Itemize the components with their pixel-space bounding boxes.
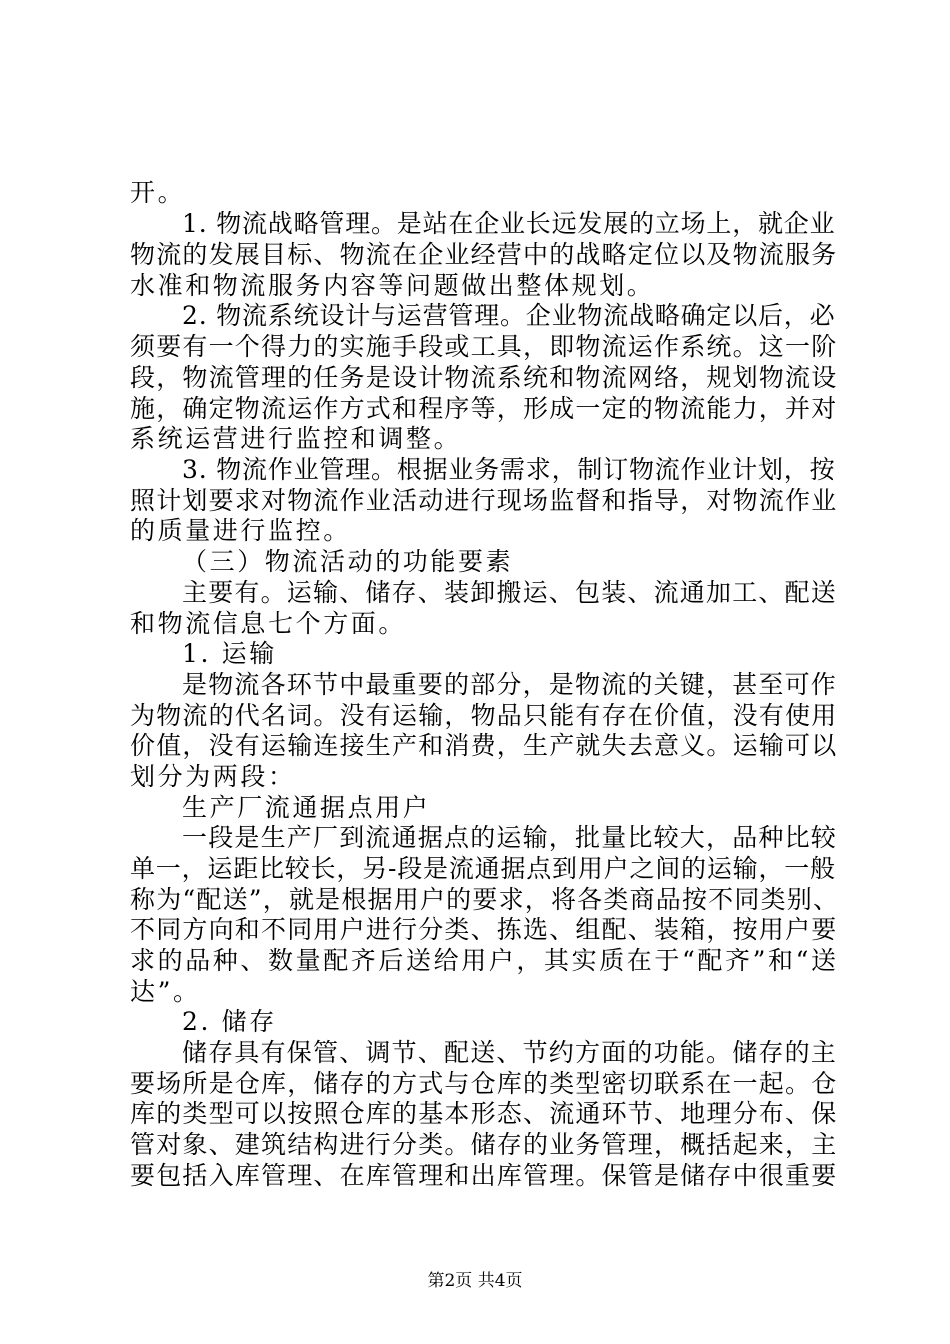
text-line: 2. 物流系统设计与运营管理。企业物流战略确定以后，必 [182,301,836,330]
text-line: 3. 物流作业管理。根据业务需求，制订物流作业计划，按 [182,455,836,484]
text-line: 为物流的代名词。没有运输，物品只能有存在价值，没有使用 [130,701,838,730]
text-line: 要场所是仓库，储存的方式与仓库的类型密切联系在一起。仓 [130,1069,838,1098]
text-line: 要包括入库管理、在库管理和出库管理。保管是储存中很重要 [130,1161,838,1190]
text-line: 是物流各环节中最重要的部分，是物流的关键，甚至可作 [182,670,838,699]
text-line: 价值，没有运输连接生产和消费，生产就失去意义。运输可以 [130,731,838,760]
text-line: 达”。 [130,977,201,1006]
text-line: 水准和物流服务内容等问题做出整体规划。 [130,271,655,300]
text-line: 照计划要求对物流作业活动进行现场监督和指导，对物流作业 [130,486,838,515]
subsection-heading: 1. 运输 [182,639,277,668]
text-line: 称为“配送”，就是根据用户的要求，将各类商品按不同类别、 [130,885,840,914]
text-line: 管对象、建筑结构进行分类。储存的业务管理，概括起来，主 [130,1130,838,1159]
text-line: 的质量进行监控。 [130,516,351,545]
text-line: 一段是生产厂到流通据点的运输，批量比较大，品种比较 [182,823,838,852]
text-line: 施，确定物流运作方式和程序等，形成一定的物流能力，并对 [130,394,838,423]
text-line: 不同方向和不同用户进行分类、拣选、组配、装箱，按用户要 [130,915,838,944]
text-line: 开。 [130,178,186,207]
text-line: 主要有。运输、储存、装卸搬运、包装、流通加工、配送 [182,578,838,607]
text-line: 划分为两段： [130,762,296,791]
text-line: 段，物流管理的任务是设计物流系统和物流网络，规划物流设 [130,363,838,392]
text-line: 库的类型可以按照仓库的基本形态、流通环节、地理分布、保 [130,1099,838,1128]
text-line: 物流的发展目标、物流在企业经营中的战略定位以及物流服务 [130,240,838,269]
text-line: 系统运营进行监控和调整。 [130,424,462,453]
text-line: 储存具有保管、调节、配送、节约方面的功能。储存的主 [182,1038,838,1067]
text-line: 单一，运距比较长，另-段是流通据点到用户之间的运输，一般 [130,854,836,883]
text-line: 和物流信息七个方面。 [130,609,407,638]
text-line: 须要有一个得力的实施手段或工具，即物流运作系统。这一阶 [130,332,838,361]
subsection-heading: 2. 储存 [182,1007,277,1036]
text-line: 1. 物流战略管理。是站在企业长远发展的立场上，就企业 [182,209,836,238]
text-line: 生产厂流通据点用户 [182,793,431,822]
page-footer: 第2页 共4页 [427,1271,523,1291]
section-heading: （三）物流活动的功能要素 [182,547,514,576]
text-line: 求的品种、数量配齐后送给用户，其实质在于“配齐”和“送 [130,946,839,975]
